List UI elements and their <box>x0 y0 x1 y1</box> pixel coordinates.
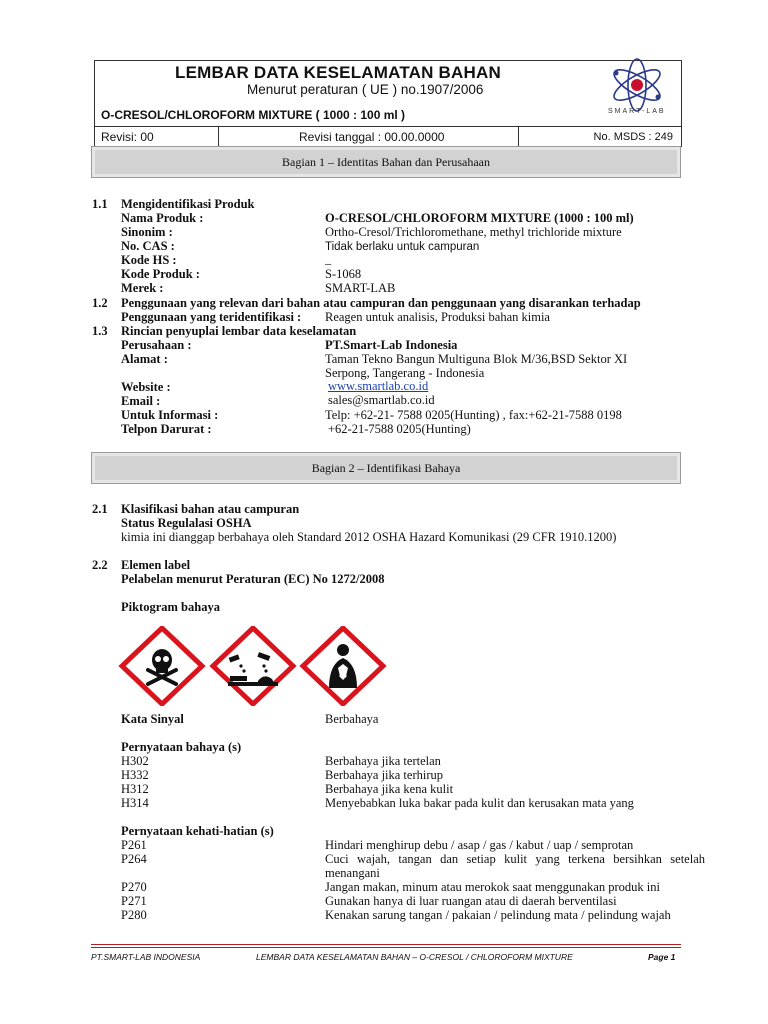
alamat-line-1: Taman Tekno Bangun Multiguna Blok M/36,BSD Sektor XI <box>325 352 628 366</box>
hs-label: Kode HS : <box>121 253 177 267</box>
kata-sinyal-value: Berbahaya <box>325 712 379 726</box>
s21-title: Klasifikasi bahan atau campuran <box>121 502 300 516</box>
email-label: Email : <box>121 394 161 408</box>
precaution-text: Jangan makan, minum atau merokok saat menggunakan produk ini <box>325 880 660 894</box>
email-value: sales@smartlab.co.id <box>328 393 435 407</box>
precaution-text: Gunakan hanya di luar ruangan atau di daerah berventilasi <box>325 894 617 908</box>
hazard-code: H314 <box>121 796 149 810</box>
s22-title: Elemen label <box>121 558 191 572</box>
pelabelan-title: Pelabelan menurut Peraturan (EC) No 1272/2008 <box>121 572 385 586</box>
website-link[interactable]: www.smartlab.co.id <box>328 379 429 393</box>
hazard-text: Menyebabkan luka bakar pada kulit dan kerusakan mata yang <box>325 796 634 810</box>
info-label: Untuk Informasi : <box>121 408 219 422</box>
header-product-name: O-CRESOL/CHLOROFORM MIXTURE ( 1000 : 100 ml ) <box>101 108 406 122</box>
osha-text: kimia ini dianggap berbahaya oleh Standard 2012 OSHA Hazard Komunikasi (29 CFR 1910.1200) <box>121 530 617 544</box>
hazard-pictograms <box>118 626 388 706</box>
msds-number: No. MSDS : 249 <box>593 131 673 143</box>
s22-number: 2.2 <box>92 558 108 572</box>
hazard-code: H312 <box>121 782 149 796</box>
precaution-code: P264 <box>121 852 147 866</box>
precaution-code: P270 <box>121 880 147 894</box>
s21-number: 2.1 <box>92 502 108 516</box>
hazard-text: Berbahaya jika tertelan <box>325 754 441 768</box>
document-subtitle: Menurut peraturan ( UE ) no.1907/2006 <box>247 82 484 97</box>
s11-title: Mengidentifikasi Produk <box>121 197 255 211</box>
hazard-code: H302 <box>121 754 149 768</box>
s12-title: Penggunaan yang relevan dari bahan atau campuran dan penggunaan yang disarankan terhadap <box>121 296 641 310</box>
info-value: Telp: +62-21- 7588 0205(Hunting) , fax:+62-21-7588 0198 <box>325 408 622 422</box>
darurat-value: +62-21-7588 0205(Hunting) <box>328 422 471 436</box>
sinonim-value: Ortho-Cresol/Trichloromethane, methyl trichloride mixture <box>325 225 622 239</box>
health-hazard-icon <box>303 628 383 704</box>
hazard-text: Berbahaya jika terhirup <box>325 768 444 782</box>
alamat-label: Alamat : <box>121 352 168 366</box>
osha-title: Status Regulalasi OSHA <box>121 516 252 530</box>
section-2-bar: Bagian 2 – Identifikasi Bahaya <box>91 452 681 484</box>
footer-rule <box>91 947 681 948</box>
website-label: Website : <box>121 380 171 394</box>
alamat-line-2: Serpong, Tangerang - Indonesia <box>325 366 485 380</box>
section-1-bar: Bagian 1 – Identitas Bahan dan Perusahaan <box>91 146 681 178</box>
revision-row <box>95 126 681 147</box>
s13-title: Rincian penyuplai lembar data keselamatan <box>121 324 357 338</box>
precaution-text: Cuci wajah, tangan dan setiap kulit yang terkena bersihkan setelah menangani <box>325 852 705 880</box>
s13-number: 1.3 <box>92 324 108 338</box>
document-header <box>94 60 682 147</box>
revision-number: Revisi: 00 <box>95 127 219 147</box>
footer-document: LEMBAR DATA KESELAMATAN BAHAN – O-CRESOL / CHLOROFORM MIXTURE <box>256 952 573 962</box>
logo-text: SMART-LAB <box>608 108 666 115</box>
precaution-text: Hindari menghirup debu / asap / gas / kabut / uap / semprotan <box>325 838 634 852</box>
sinonim-label: Sinonim : <box>121 225 173 239</box>
hazard-text: Berbahaya jika kena kulit <box>325 782 454 796</box>
kehati-hatian-title: Pernyataan kehati-hatian (s) <box>121 824 274 838</box>
penggunaan-value: Reagen untuk analisis, Produksi bahan kimia <box>325 310 550 324</box>
kata-sinyal-label: Kata Sinyal <box>121 712 184 726</box>
precaution-code: P280 <box>121 908 147 922</box>
hs-value: _ <box>325 252 332 266</box>
perusahaan-label: Perusahaan : <box>121 338 192 352</box>
skull-crossbones-icon <box>122 628 202 704</box>
s11-number: 1.1 <box>92 197 108 211</box>
perusahaan-value: PT.Smart-Lab Indonesia <box>325 338 458 352</box>
kode-produk-value: S-1068 <box>325 267 362 281</box>
footer-company: PT.SMART-LAB INDONESIA <box>91 952 201 962</box>
merek-label: Merek : <box>121 281 164 295</box>
corrosion-icon <box>213 628 293 704</box>
footer-rule <box>91 944 681 945</box>
merek-value: SMART-LAB <box>325 281 396 295</box>
kode-produk-label: Kode Produk : <box>121 267 200 281</box>
penggunaan-label: Penggunaan yang teridentifikasi : <box>121 310 302 324</box>
footer-page-number: Page 1 <box>648 952 676 962</box>
nama-produk-value: O-CRESOL/CHLOROFORM MIXTURE (1000 : 100 ml) <box>325 211 634 225</box>
precaution-code: P271 <box>121 894 147 908</box>
precaution-text: Kenakan sarung tangan / pakaian / pelindung mata / pelindung wajah <box>325 908 671 922</box>
precaution-code: P261 <box>121 838 147 852</box>
darurat-label: Telpon Darurat : <box>121 422 212 436</box>
smart-lab-logo-icon <box>604 55 670 117</box>
revision-date: Revisi tanggal : 00.00.0000 <box>219 127 519 147</box>
nama-produk-label: Nama Produk : <box>121 211 204 225</box>
document-title: LEMBAR DATA KESELAMATAN BAHAN <box>175 63 501 82</box>
s12-number: 1.2 <box>92 296 108 310</box>
pernyataan-bahaya-title: Pernyataan bahaya (s) <box>121 740 242 754</box>
hazard-code: H332 <box>121 768 149 782</box>
piktogram-title: Piktogram bahaya <box>121 600 220 614</box>
cas-value: Tidak berlaku untuk campuran <box>325 241 480 253</box>
cas-label: No. CAS : <box>121 239 175 253</box>
